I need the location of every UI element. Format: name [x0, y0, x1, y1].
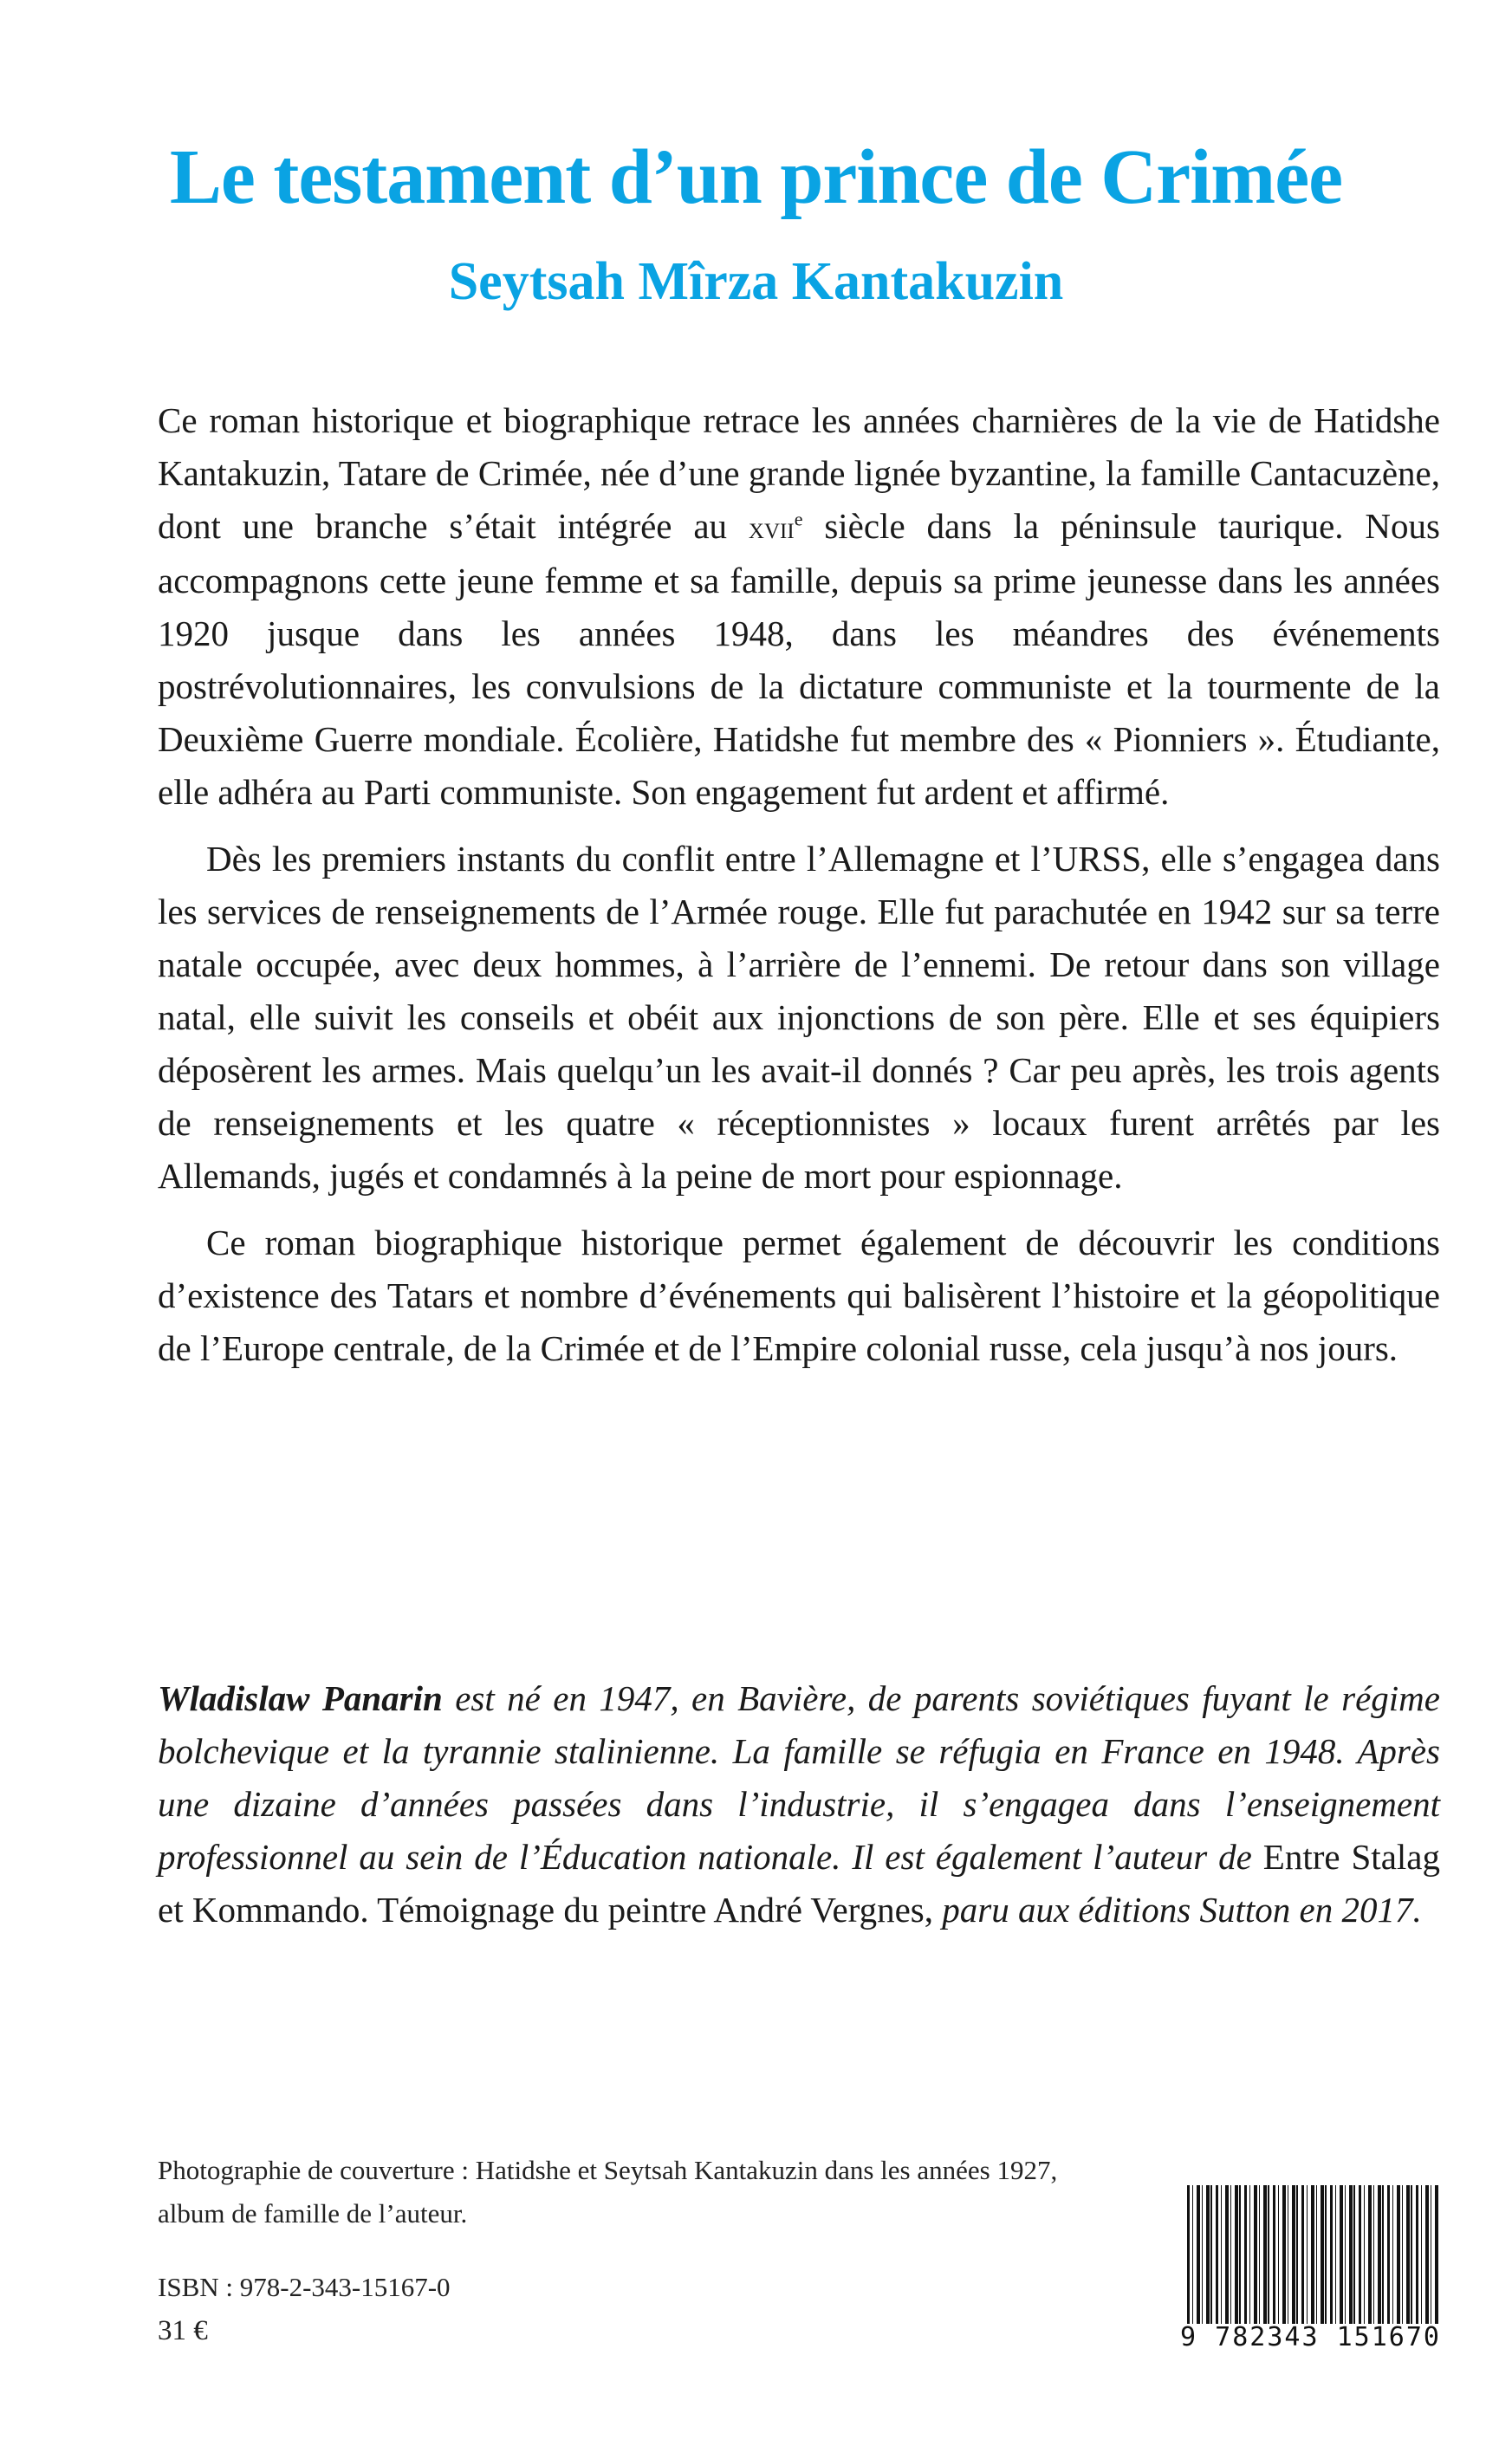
- paragraph-text: siècle dans la péninsule taurique. Nous accompagnons cette jeune femme et sa famille, depuis sa prime jeunesse dans les années 1920 jusque dans les années 1948, dans les méandres des événements postrévolutionnaires, les convulsions de la dictature communiste et la tourmente de la Deuxième Guerre mondiale. Écolière, Hatidshe fut membre des « Pionniers ». Étudiante, elle adhéra au Parti communiste. Son engagement fut ardent et affirmé.: [158, 506, 1440, 812]
- previous-book-title: Entre Stalag et Kommando. Témoignage du peintre André Vergnes,: [158, 1837, 1440, 1930]
- barcode-digits: 9 782343 151670: [1180, 2322, 1441, 2352]
- century-numeral: xvii: [748, 510, 795, 545]
- synopsis-paragraph-3: Ce roman biographique historique permet également de découvrir les conditions d’existence des Tatars et nombre d’événements qui balisèrent l’histoire et la géopolitique de l’Europe centrale, de la Crimée et de l’Empire colonial russe, cela jusqu’à nos jours.: [158, 1223, 1440, 1368]
- bio-text-end: paru aux éditions Sutton en 2017.: [932, 1890, 1422, 1930]
- author-bio: [158, 1672, 1440, 1937]
- barcode: [1178, 2185, 1443, 2350]
- price: 31 €: [158, 2315, 208, 2346]
- isbn: ISBN : 978-2-343-15167-0: [158, 2272, 451, 2302]
- century-superscript: e: [794, 508, 803, 530]
- book-subtitle: Seytsah Mîrza Kantakuzin: [448, 252, 1064, 311]
- barcode-bars-icon: [1187, 2185, 1438, 2324]
- bio-text: est né en 1947, en Bavière, de parents soviétiques fuyant le régime bolchevique et la tyrannie stalinienne. La famille se réfugia en France en 1948. Après une dizaine d’années passées dans l’industrie, il s’engagea dans l’enseignement professionnel au sein de l’Éducation nationale. Il est également l’auteur de: [158, 1678, 1440, 1877]
- synopsis-paragraph-2: Dès les premiers instants du conflit entre l’Allemagne et l’URSS, elle s’engagea dans les services de renseignements de l’Armée rouge. Elle fut parachutée en 1942 sur sa terre natale occupée, avec deux hommes, à l’arrière de l’ennemi. De retour dans son village natal, elle suivit les conseils et obéit aux injonctions de son père. Elle et ses équipiers déposèrent les armes. Mais quelqu’un les avait-il donnés ? Car peu après, les trois agents de renseignements et les quatre « réceptionnistes » locaux furent arrêtés par les Allemands, jugés et condamnés à la peine de mort pour espionnage.: [158, 839, 1440, 1196]
- synopsis-paragraph-1: [158, 394, 1440, 819]
- paragraph-text: Ce roman historique et biographique retrace les années charnières de la vie de Hatidshe Kantakuzin, Tatare de Crimée, née d’une grande lignée byzantine, la famille Cantacuzène, dont une branche s’était intégrée au: [158, 400, 1440, 546]
- photo-credit: Photographie de couverture : Hatidshe et Seytsah Kantakuzin dans les années 1927, album de famille de l’auteur.: [158, 2155, 1058, 2229]
- synopsis: [158, 394, 1440, 1389]
- book-title: Le testament d’un prince de Crimée: [169, 134, 1343, 220]
- author-name: Wladislaw Panarin: [158, 1678, 443, 1718]
